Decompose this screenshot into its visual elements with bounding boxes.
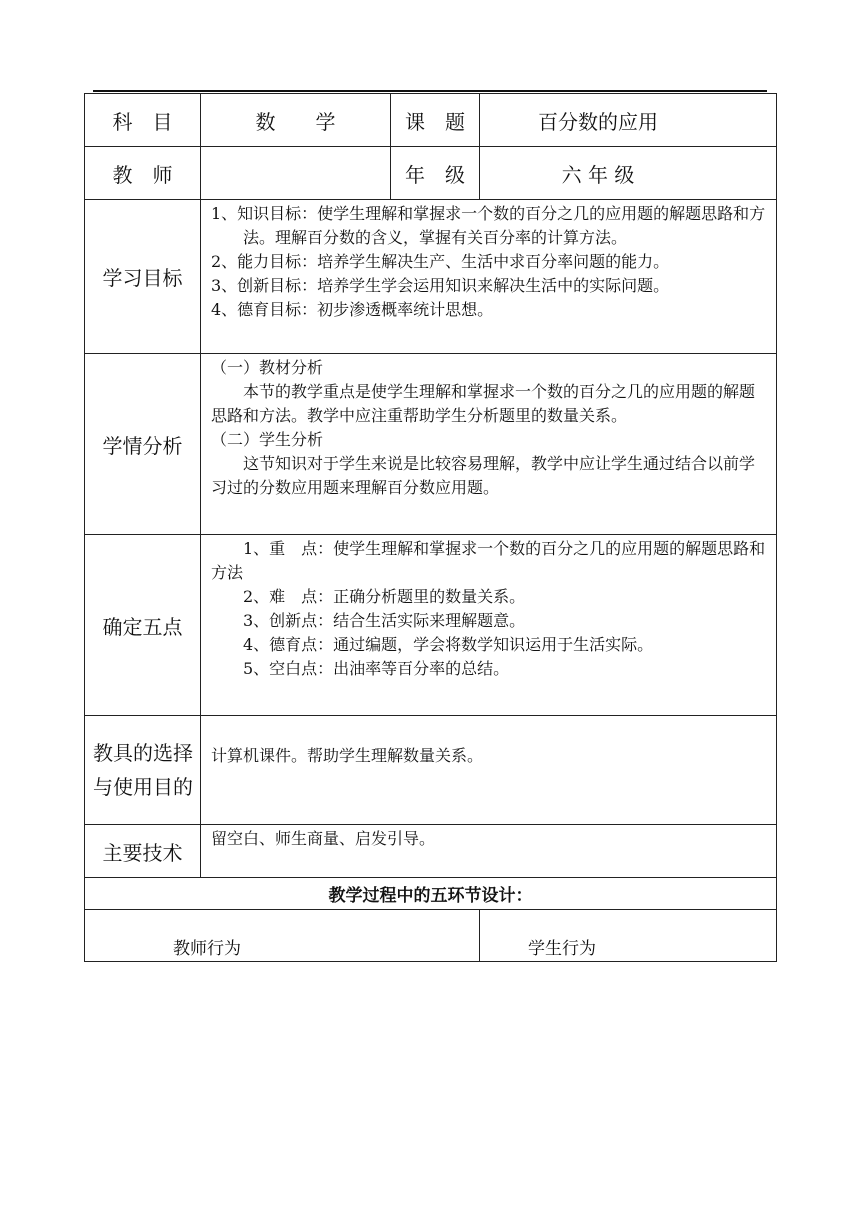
topic-value: 百分数的应用 [480, 94, 777, 147]
analysis-content [201, 354, 777, 535]
row-process-title [85, 878, 777, 910]
top-rule [93, 90, 767, 92]
analysis-label: 学情分析 [85, 354, 201, 535]
goals-content [201, 200, 777, 354]
point-item: 4、德育点：通过编题，学会将数学知识运用于生活实际。 [243, 635, 654, 654]
row-technique [85, 825, 777, 878]
grade-label: 年 级 [391, 147, 480, 200]
point-item: 5、空白点：出油率等百分率的总结。 [243, 659, 510, 678]
tools-text: 计算机课件。帮助学生理解数量关系。 [211, 746, 484, 765]
goal-item: 2、能力目标：培养学生解决生产、生活中求百分率问题的能力。 [211, 252, 670, 271]
row-analysis [85, 354, 777, 535]
goal-item: 1、知识目标：使学生理解和掌握求一个数的百分之几的应用题的解题思路和方法。理解百分数的含义，掌握有关百分率的计算方法。 [211, 204, 766, 247]
row-process-columns [85, 910, 777, 962]
lesson-plan-table [84, 93, 777, 962]
row-teacher [85, 147, 777, 200]
goal-item: 4、德育目标：初步渗透概率统计思想。 [211, 300, 494, 319]
subject-label: 科 目 [85, 94, 201, 147]
grade-value: 六 年 级 [480, 147, 777, 200]
row-tools [85, 716, 777, 825]
point-item: 1、重 点：使学生理解和掌握求一个数的百分之几的应用题的解题思路和方法 [211, 539, 766, 582]
analysis-heading-2: （二）学生分析 [211, 430, 324, 449]
tools-label: 教具的选择与使用目的 [85, 716, 201, 825]
tools-content [201, 716, 777, 825]
row-subject [85, 94, 777, 147]
subject-value: 数 学 [201, 94, 391, 147]
technique-content [201, 825, 777, 878]
topic-label: 课 题 [391, 94, 480, 147]
row-five-points [85, 535, 777, 716]
five-points-content [201, 535, 777, 716]
point-item: 3、创新点：结合生活实际来理解题意。 [243, 611, 526, 630]
student-behavior-header: 学生行为 [480, 910, 777, 962]
teacher-value [201, 147, 391, 200]
technique-text: 留空白、师生商量、启发引导。 [211, 829, 436, 848]
point-item: 2、难 点：正确分析题里的数量关系。 [243, 587, 526, 606]
process-title: 教学过程中的五环节设计： [85, 878, 777, 910]
goal-item: 3、创新目标：培养学生学会运用知识来解决生活中的实际问题。 [211, 276, 670, 295]
five-points-label: 确定五点 [85, 535, 201, 716]
teacher-behavior-header: 教师行为 [85, 910, 480, 962]
analysis-heading-1: （一）教材分析 [211, 358, 324, 377]
analysis-paragraph-2: 这节知识对于学生来说是比较容易理解，教学中应让学生通过结合以前学习过的分数应用题来理解百分数应用题。 [211, 454, 756, 497]
technique-label: 主要技术 [85, 825, 201, 878]
teacher-label: 教 师 [85, 147, 201, 200]
goals-label: 学习目标 [85, 200, 201, 354]
row-goals [85, 200, 777, 354]
analysis-paragraph-1: 本节的教学重点是使学生理解和掌握求一个数的百分之几的应用题的解题思路和方法。教学中应注重帮助学生分析题里的数量关系。 [211, 382, 756, 425]
